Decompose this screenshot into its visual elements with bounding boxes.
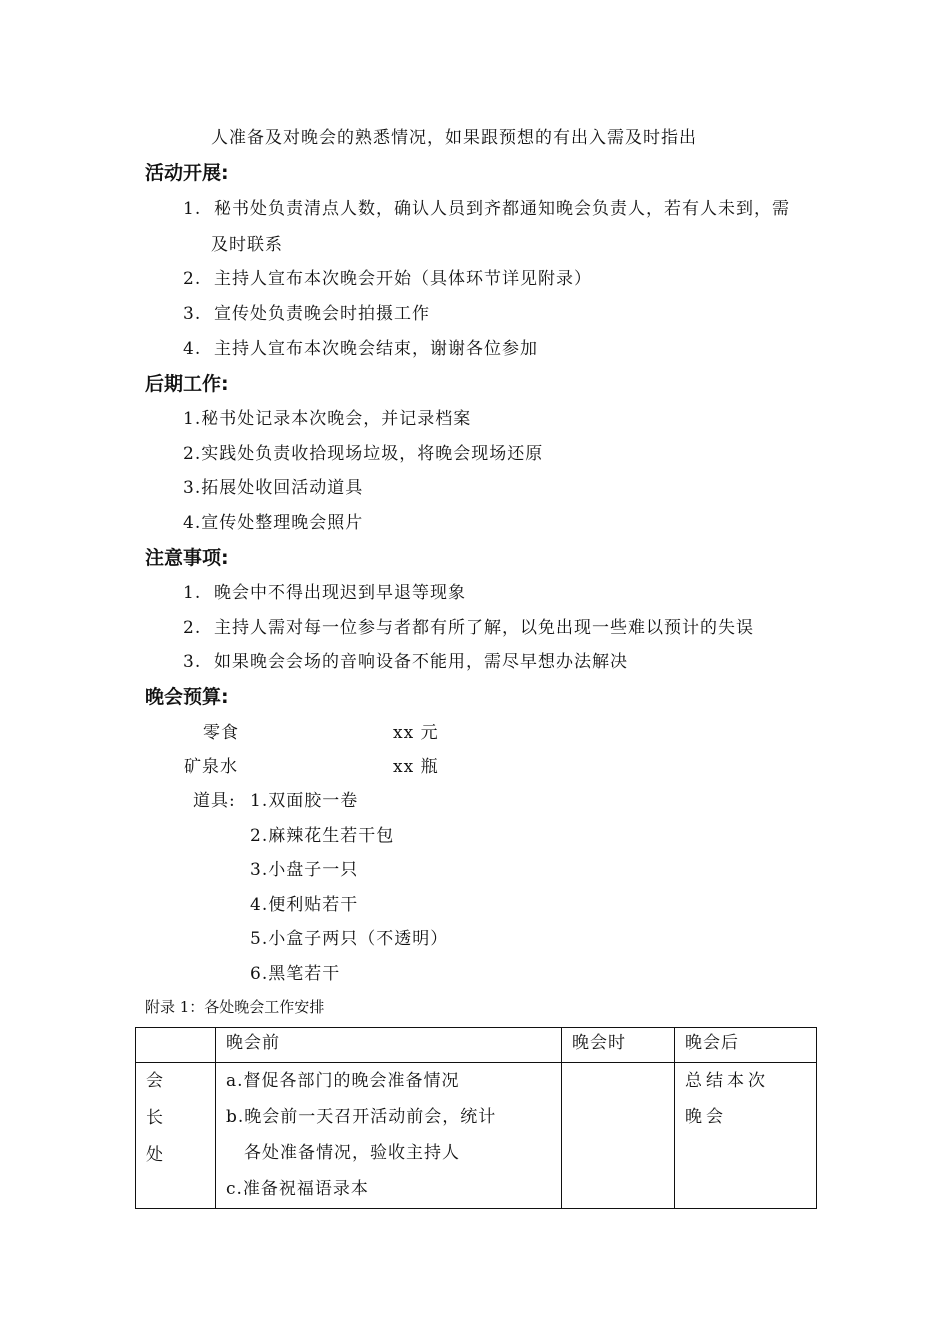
after-line: 总结本次: [685, 1071, 769, 1091]
before-line: c.准备祝福语录本: [226, 1179, 369, 1199]
budget-amount-snacks: xx 元: [393, 723, 439, 743]
prop-item-3: 3.小盘子一只: [250, 860, 359, 880]
appendix-caption: 附录 1：各处晚会工作安排: [145, 998, 325, 1016]
item-text: 主持人需对每一位参与者都有所了解，以免出现一些难以预计的失误: [214, 618, 755, 638]
post-item-2: 2.实践处负责收拾现场垃圾，将晚会现场还原: [183, 444, 544, 464]
budget-item-water: 矿泉水: [184, 757, 238, 777]
activity-item-2: [183, 267, 592, 291]
item-text: 主持人宣布本次晚会开始（具体环节详见附录）: [214, 269, 593, 289]
before-cell: [216, 1063, 562, 1209]
section-heading-notes: 注意事项:: [145, 547, 229, 569]
activity-item-1: [183, 197, 790, 221]
section-heading-activity: 活动开展:: [145, 162, 229, 184]
after-line: 晚会: [685, 1107, 727, 1127]
activity-item-4: [183, 337, 538, 361]
item-number: 3.: [183, 652, 202, 672]
during-cell: [562, 1063, 675, 1209]
item-number: 2.: [183, 269, 202, 289]
notes-item-1: [183, 581, 466, 605]
dept-char: 会: [146, 1071, 164, 1091]
dept-char: 长: [146, 1108, 164, 1128]
item-text: 宣传处负责晚会时拍摄工作: [214, 304, 431, 324]
before-line: 各处准备情况，验收主持人: [244, 1143, 460, 1163]
appendix-table: [135, 1027, 817, 1209]
budget-amount-water: xx 瓶: [393, 757, 439, 777]
item-text: 如果晚会会场的音响设备不能用，需尽早想办法解决: [214, 652, 629, 672]
post-item-3: 3.拓展处收回活动道具: [183, 478, 364, 498]
post-item-4: 4.宣传处整理晚会照片: [183, 513, 364, 533]
table-header-row: [136, 1028, 817, 1063]
notes-item-2: [183, 616, 754, 640]
activity-item-1-continuation: 及时联系: [211, 235, 283, 255]
item-number: 4.: [183, 339, 202, 359]
item-number: 1.: [183, 583, 202, 603]
item-number: 2.: [183, 618, 202, 638]
prop-item-5: 5.小盒子两只（不透明）: [250, 929, 449, 949]
prop-item-4: 4.便利贴若干: [250, 895, 359, 915]
budget-item-snacks: 零食: [203, 723, 239, 743]
after-cell: [675, 1063, 817, 1209]
item-number: 3.: [183, 304, 202, 324]
item-text: 秘书处负责清点人数，确认人员到齐都通知晚会负责人，若有人未到，需: [214, 199, 791, 219]
prop-item-2: 2.麻辣花生若干包: [250, 826, 395, 846]
post-item-1: 1.秘书处记录本次晚会，并记录档案: [183, 409, 472, 429]
prop-item-6: 6.黑笔若干: [250, 964, 341, 984]
header-cell-during: 晚会时: [562, 1028, 675, 1063]
header-cell-before: 晚会前: [216, 1028, 562, 1063]
header-cell-after: 晚会后: [675, 1028, 817, 1063]
props-label: 道具:: [193, 791, 236, 811]
dept-char: 处: [146, 1145, 164, 1165]
section-heading-post: 后期工作:: [145, 373, 229, 395]
dept-cell: [136, 1063, 216, 1209]
before-line: b.晚会前一天召开活动前会，统计: [226, 1107, 497, 1127]
notes-item-3: [183, 650, 628, 674]
section-heading-budget: 晚会预算:: [145, 686, 229, 708]
prop-item-1: 1.双面胶一卷: [250, 791, 359, 811]
intro-line: 人准备及对晚会的熟悉情况，如果跟预想的有出入需及时指出: [211, 128, 697, 148]
item-text: 主持人宣布本次晚会结束，谢谢各位参加: [214, 339, 539, 359]
item-number: 1.: [183, 199, 202, 219]
activity-item-3: [183, 302, 430, 326]
item-text: 晚会中不得出现迟到早退等现象: [214, 583, 467, 603]
header-cell-dept: [136, 1028, 216, 1063]
table-row: [136, 1063, 817, 1209]
before-line: a.督促各部门的晚会准备情况: [226, 1071, 460, 1091]
